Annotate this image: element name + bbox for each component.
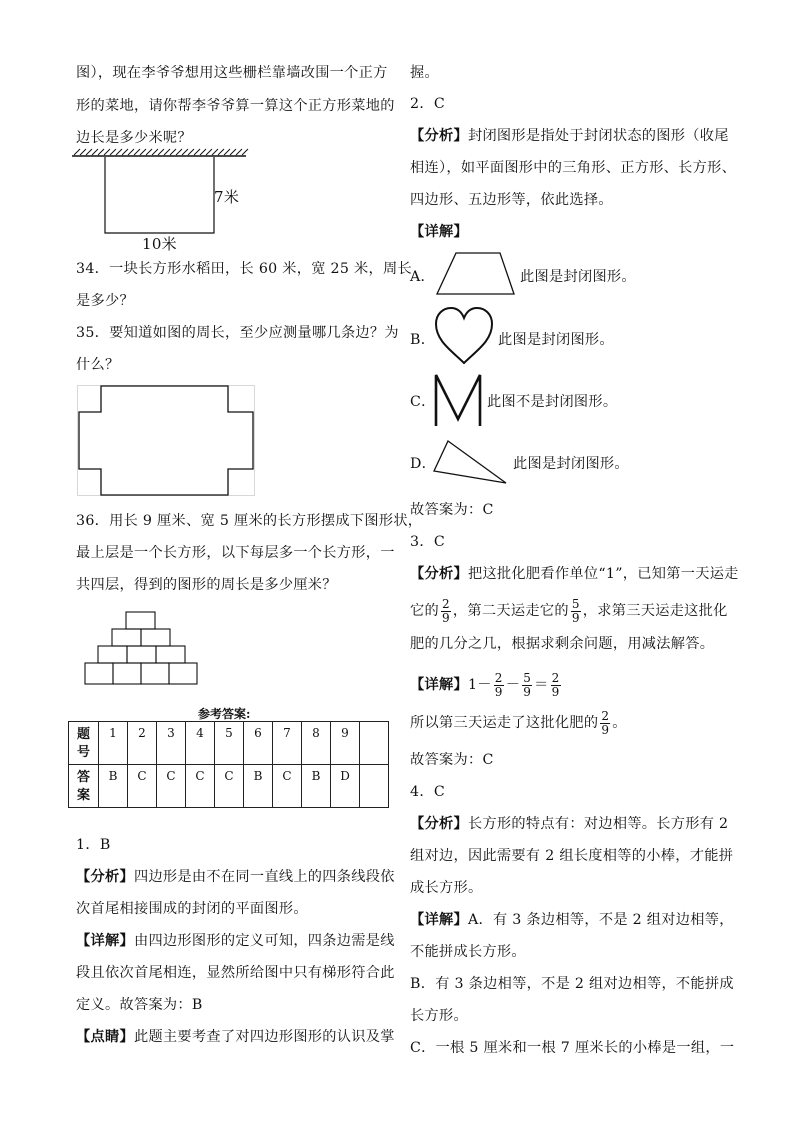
header-char: 号 (76, 745, 90, 760)
ans4-detail-1 (410, 910, 734, 930)
ans1-analysis-2: 次首尾相接围成的封闭的平面图形。 (76, 901, 308, 917)
text: ，第二天运走它的 (452, 603, 569, 619)
numerator: 2 (494, 670, 503, 685)
ans3-analysis-3: 肥的几分之几，根据求剩余问题，用减法解答。 (410, 636, 715, 652)
header-char: 案 (76, 788, 90, 803)
table-cell: 7 (273, 722, 302, 765)
q33-line-2: 形的菜地，请你帮李爷爷算一算这个正方形菜地的 (76, 98, 395, 114)
ans4-number: 4．C (410, 784, 445, 800)
header-char: 答 (76, 770, 90, 785)
fraction (494, 672, 504, 699)
text: ，求第三天运走这批化 (582, 603, 728, 619)
ans4-detail-4: 长方形。 (410, 1008, 468, 1024)
ans2-conclusion: 故答案为：C (410, 502, 494, 518)
fraction (441, 598, 451, 625)
numerator: 2 (601, 708, 610, 723)
fraction (551, 672, 561, 699)
numerator: 2 (551, 670, 560, 685)
q33-line-3: 边长是多少米呢？ (76, 130, 192, 146)
table-cell: B (244, 765, 273, 808)
table-header-answer (69, 765, 99, 808)
table-header-question (69, 722, 99, 765)
analysis-tag: 【分析】 (410, 816, 468, 832)
text: 1－ (467, 677, 492, 693)
reference-answer-title: 参考答案: (198, 707, 251, 721)
numerator: 5 (523, 670, 532, 685)
ans3-so-line (410, 708, 627, 738)
table-cell: 5 (215, 722, 244, 765)
detail-tag: 【详解】 (410, 912, 468, 928)
ans2-analysis-1 (410, 126, 729, 146)
ans3-number: 3．C (410, 534, 445, 550)
q34-line-1: 34．一块长方形水稻田，长 60 米，宽 25 米，周长 (76, 261, 412, 277)
ans4-detail-3: B．有 3 条边相等，不是 2 组对边相等，不能拼成 (410, 976, 734, 992)
option-c-text: 此图不是封闭图形。 (487, 394, 618, 410)
header-char: 题 (76, 727, 90, 742)
triangle-figure (432, 440, 508, 486)
brick-pyramid-diagram (84, 611, 204, 687)
table-cell: C (128, 765, 157, 808)
detail-tag: 【详解】 (76, 933, 134, 949)
point-tag: 【点睛】 (76, 1029, 134, 1045)
option-a-text: 此图是封闭图形。 (520, 269, 636, 285)
q36-line-1: 36．用长 9 厘米、宽 5 厘米的长方形摆成下图形状， (76, 513, 423, 529)
ans1-analysis-1 (76, 867, 395, 887)
fraction (522, 672, 532, 699)
q33-line-1: 图），现在李爷爷想用这些栅栏靠墙改围一个正方 (76, 65, 388, 81)
table-cell: C (186, 765, 215, 808)
ans2-number: 2．C (410, 96, 445, 112)
analysis-tag: 【分析】 (76, 869, 134, 885)
ans4-detail-2: 不能拼成长方形。 (410, 944, 526, 960)
ans3-analysis-1 (410, 564, 739, 584)
text: 此题主要考查了对四边形图形的认识及掌 (133, 1029, 395, 1045)
denominator: 9 (494, 684, 503, 699)
q34-line-2: 是多少？ (76, 293, 134, 309)
fraction (600, 710, 610, 737)
ans2-analysis-3: 四边形、五边形等，依此选择。 (410, 192, 613, 208)
text: － (505, 677, 521, 693)
q36-line-2: 最上层是一个长方形，以下每层多一个长方形，一 (76, 545, 395, 561)
table-cell: D (331, 765, 360, 808)
trapezoid-figure (436, 252, 516, 296)
ans3-conclusion: 故答案为：C (410, 752, 494, 768)
text: 。 (612, 715, 627, 731)
text: 把这批化肥看作单位“1”，已知第一天运走 (467, 566, 739, 582)
table-cell: 1 (99, 722, 128, 765)
m-shape-figure (433, 373, 483, 427)
height-label: 7米 (214, 188, 240, 206)
table-cell: 8 (302, 722, 331, 765)
table-cell: 6 (244, 722, 273, 765)
analysis-tag: 【分析】 (410, 566, 468, 582)
q36-line-3: 共四层，得到的图形的周长是多少厘米？ (76, 577, 337, 593)
text: 封闭图形是指处于封闭状态的图形（收尾 (467, 128, 729, 144)
ans2-detail-tag: 【详解】 (410, 224, 468, 240)
q35-line-2: 什么？ (76, 357, 120, 373)
ans3-detail-equation (410, 670, 563, 700)
table-cell: 9 (331, 722, 360, 765)
ans1-detail-2: 段且依次首尾相连，显然所给图中只有梯形符合此 (76, 965, 395, 981)
width-label: 10米 (142, 235, 177, 253)
denominator: 9 (571, 610, 580, 625)
table-cell: C (215, 765, 244, 808)
denominator: 9 (551, 684, 560, 699)
heart-figure (434, 307, 494, 365)
option-b-label: B． (410, 332, 436, 348)
notched-shape-diagram (77, 385, 257, 497)
denominator: 9 (441, 610, 450, 625)
option-d-label: D． (410, 456, 437, 472)
ans4-analysis-3: 成长方形。 (410, 880, 483, 896)
fraction (571, 598, 581, 625)
analysis-tag: 【分析】 (410, 128, 468, 144)
table-cell: B (99, 765, 128, 808)
ans1-number: 1．B (76, 837, 111, 853)
option-b-text: 此图是封闭图形。 (498, 332, 614, 348)
detail-tag: 【详解】 (410, 677, 468, 693)
ans4-detail-5: C．一根 5 厘米和一根 7 厘米长的小棒是一组，一 (410, 1040, 735, 1056)
answer-table (68, 721, 389, 808)
q35-line-1: 35．要知道如图的周长，至少应测量哪几条边？为 (76, 325, 399, 341)
option-c-label: C． (410, 394, 436, 410)
table-cell (360, 722, 389, 765)
option-a-label: A． (410, 269, 436, 285)
table-row-answers (69, 765, 389, 808)
text: 长方形的特点有：对边相等。长方形有 2 (467, 816, 729, 832)
table-cell (360, 765, 389, 808)
table-cell: C (157, 765, 186, 808)
numerator: 2 (441, 596, 450, 611)
text: 它的 (410, 603, 439, 619)
table-cell: 4 (186, 722, 215, 765)
continuation: 握。 (410, 65, 439, 81)
ans4-analysis-2: 组对边，因此需要有 2 组长度相等的小棒，才能拼 (410, 848, 734, 864)
ans1-detail-1 (76, 931, 395, 951)
ans2-analysis-2: 相连），如平面图形中的三角形、正方形、长方形、 (410, 160, 737, 176)
table-cell: C (273, 765, 302, 808)
ans1-point (76, 1027, 395, 1047)
text: 由四边形图形的定义可知，四条边需是线 (133, 933, 395, 949)
text: 四边形是由不在同一直线上的四条线段依 (133, 869, 395, 885)
ans3-analysis-2 (410, 596, 728, 626)
ans4-analysis-1 (410, 814, 728, 834)
denominator: 9 (601, 722, 610, 737)
table-cell: 2 (128, 722, 157, 765)
numerator: 5 (571, 596, 580, 611)
text: A．有 3 条边相等，不是 2 组对边相等， (467, 912, 734, 928)
option-d-text: 此图是封闭图形。 (513, 456, 629, 472)
table-cell: 3 (157, 722, 186, 765)
text: 所以第三天运走了这批化肥的 (410, 715, 599, 731)
table-cell: B (302, 765, 331, 808)
table-row-numbers (69, 722, 389, 765)
ans1-detail-3: 定义。故答案为：B (76, 997, 203, 1013)
denominator: 9 (523, 684, 532, 699)
text: ＝ (534, 677, 549, 693)
